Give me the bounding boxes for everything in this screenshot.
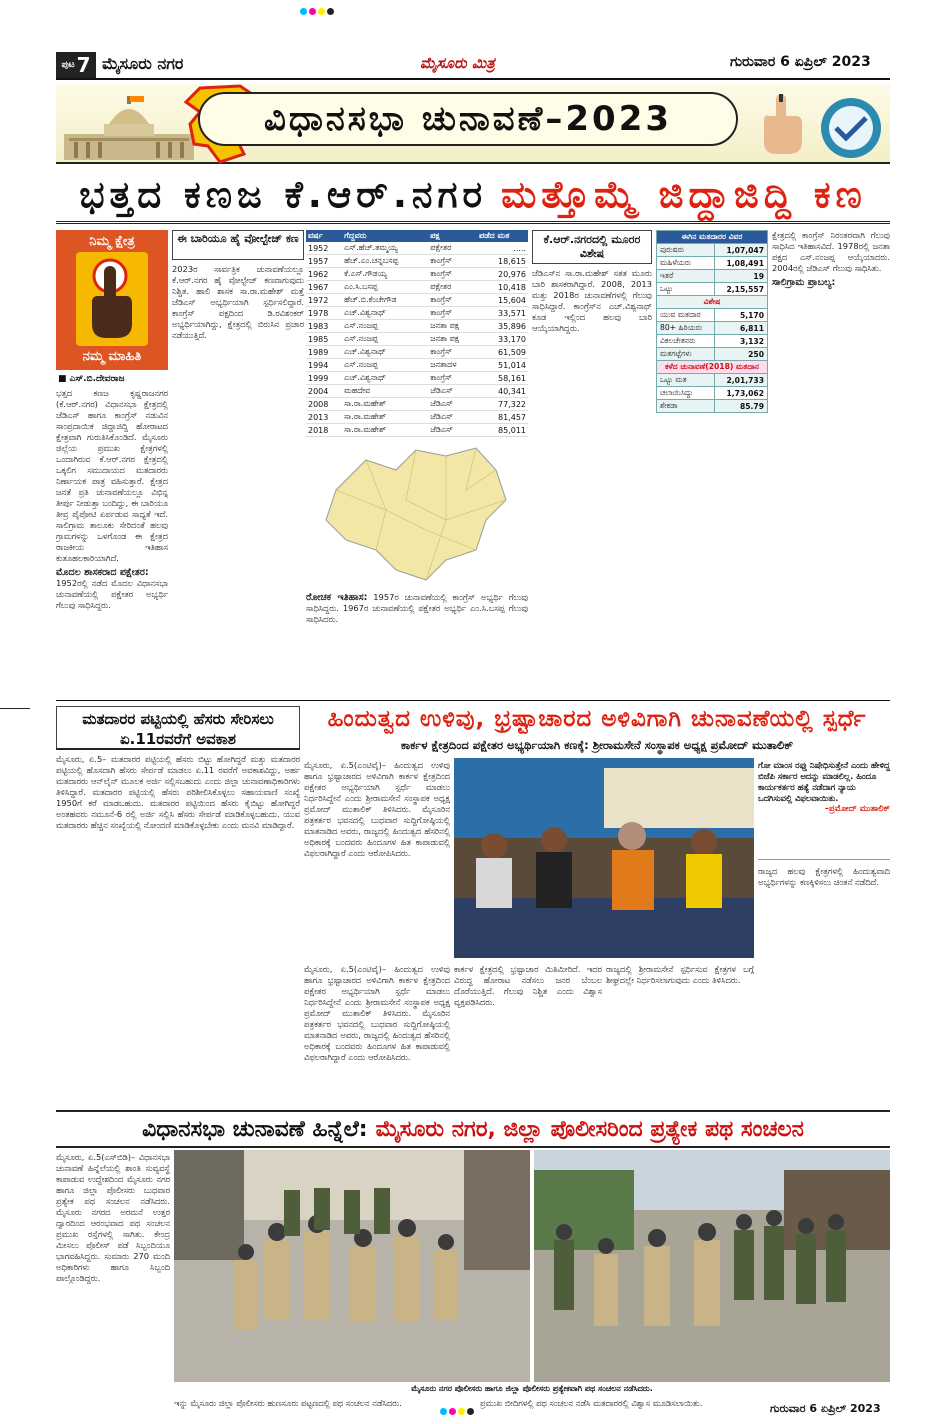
stats-subtitle-label: ವಿಶೇಷ — [657, 296, 768, 309]
stats-label: 80+ ಹಿರಿಯರು — [657, 322, 715, 335]
lead-col1-subhead: ಮೊದಲ ಶಾಸಕರಾದ ಪಕ್ಷೇತರ: — [56, 567, 149, 578]
police-march-article: ಮೈಸೂರು, ಏ.5(ಎಸ್‌ಬಿಡಿ)– ವಿಧಾನಸಭಾ ಚುನಾವಣೆ ಹಿನ್ನೆಲೆಯಲ್ಲಿ ಶಾಂತಿ ಸುವ್ಯವಸ್ಥೆ ಕಾಪಾಡುವ ಉದ್ದೇಶದಿಂದ ಮೈಸೂರು ನಗರ ಹಾಗೂ ಜಿಲ್ಲಾ ಪೊಲೀಸರು ಬುಧವಾರ ಪ್ರತ್ಯೇಕ ಪಥ ಸಂಚಲನ ನಡೆಸಿದರು. ಮೈಸೂರು ನಗರದ ಅರಮನೆ ಉತ್ತರ ದ್ವಾರದಿಂದ ಆರಂಭವಾದ ಪಥ ಸಂಚಲನ ಪ್ರಮುಖ ರಸ್ತೆಗಳಲ್ಲಿ ಸಾಗಿತು. ಕೇಂದ್ರ ಮೀಸಲು ಪೊಲೀಸ್ ಪಡೆ ಸಿಬ್ಬಂದಿಯೂ ಭಾಗವಹಿಸಿದ್ದರು. ಸುಮಾರು 270 ಮಂದಿ ಅಧಿಕಾರಿಗಳು ಹಾಗೂ ಸಿಬ್ಬಂದಿ ಪಾಲ್ಗೊಂಡಿದ್ದರು. — [56, 1152, 170, 1283]
quote-text: ಗೋ ಮಾಂಸ ರಫ್ತು ನಿಷೇಧಿಸುತ್ತೇನೆ ಎಂದು ಹೇಳಿದ್ದ ಬಿಜೆಪಿ ಸರ್ಕಾರ ಅದನ್ನು ಮಾಡಲಿಲ್ಲ. ಹಿಂದೂ ಕಾರ್ಯಕರ್ತರ ಹತ್ಯೆ ನಡೆದಾಗ ನ್ಯಾಯ ಒದಗಿಸುವಲ್ಲಿ ವಿಫಲವಾಯಿತು. — [758, 760, 890, 803]
lead-headline-part1: ಭತ್ತದ ಕಣಜ ಕೆ.ಆರ್.ನಗರ — [79, 172, 488, 216]
lead-article-column-1 — [56, 388, 168, 678]
result-party: ಕಾಂಗ್ರೆಸ್ — [428, 307, 477, 320]
lead-article-column-2: 2023ರ ಸಾರ್ವತ್ರಿಕ ಚುನಾವಣೆಯಲ್ಲೂ ಕೆ.ಆರ್.ನಗರ ಹೈ ವೋಲ್ಟೇಜ್ ಕಣವಾಗುವುದು ನಿಶ್ಚಿತ. ಹಾಲಿ ಶಾಸಕ ಸಾ.ರಾ.ಮಹೇಶ್ ಮತ್ತೆ ಜೆಡಿಎಸ್ ಅಭ್ಯರ್ಥಿಯಾಗಿ ಸ್ಪರ್ಧಿಸಲಿದ್ದಾರೆ. ಕಾಂಗ್ರೆಸ್ ಪಕ್ಷದಿಂದ ಡಿ.ರವಿಶಂಕರ್ ಅಭ್ಯರ್ಥಿಯಾಗಿದ್ದು, ಕ್ಷೇತ್ರದಲ್ಲಿ ಬಿರುಸಿನ ಪ್ರಚಾರ ನಡೆಯುತ್ತಿದೆ. — [172, 264, 304, 340]
district-police-march-photo — [534, 1150, 890, 1382]
stats-value: 250 — [715, 348, 768, 361]
stats-subtitle — [657, 296, 768, 309]
results-row — [306, 398, 528, 411]
result-year: 2013 — [306, 411, 342, 424]
stats-row — [657, 400, 768, 413]
stats-label: ಮಹಿಳೆಯರು — [657, 257, 715, 270]
voting-finger-icon — [752, 90, 812, 156]
stats-row — [657, 309, 768, 322]
stats-row — [657, 322, 768, 335]
banner-title: ವಿಧಾನಸಭಾ ಚುನಾವಣೆ–2023 — [198, 92, 738, 146]
lead-col1-text2: 1952ರಲ್ಲಿ ನಡೆದ ಮೊದಲ ವಿಧಾನಸಭಾ ಚುನಾವಣೆಯಲ್ಲಿ ಪಕ್ಷೇತರ ಅಭ್ಯರ್ಥಿ ಗೆಲುವು ಸಾಧಿಸಿದ್ದರು. — [56, 578, 168, 610]
constituency-map — [306, 430, 528, 590]
result-votes: 33,571 — [477, 307, 528, 320]
col-header-year: ವರ್ಷ — [306, 230, 342, 242]
result-year: 1972 — [306, 294, 342, 307]
stats-row — [657, 270, 768, 283]
badge-bottom-label: ನಮ್ಮ ಮಾಹಿತಿ — [82, 349, 142, 364]
result-votes: 10,418 — [477, 281, 528, 294]
quote-box — [758, 760, 890, 860]
result-year: 1983 — [306, 320, 342, 333]
kr-nagar-special-title: ಕೆ.ಆರ್.ನಗರದಲ್ಲಿ ಮೂರರ ವಿಶೇಷ — [532, 230, 652, 264]
result-party: ಕಾಂಗ್ರೆಸ್ — [428, 268, 477, 281]
results-row — [306, 281, 528, 294]
police-headline-part2: ಮೈಸೂರು ನಗರ, ಜಿಲ್ಲಾ ಪೊಲೀಸರಿಂದ ಪ್ರತ್ಯೇಕ ಪಥ ಸಂಚಲನ — [375, 1116, 804, 1142]
col-header-party: ಪಕ್ಷ — [428, 230, 477, 242]
result-party: ಜನತಾ ಪಕ್ಷ — [428, 320, 477, 333]
result-winner: ಎಸ್.ನಂಜಪ್ಪ — [342, 333, 428, 346]
stats-label: ಮತಗಟ್ಟೆಗಳು — [657, 348, 715, 361]
results-row — [306, 372, 528, 385]
police-headline-part1: ವಿಧಾನಸಭಾ ಚುನಾವಣೆ ಹಿನ್ನೆಲೆ: — [142, 1116, 368, 1142]
result-party: ಜೆಡಿಎಸ್ — [428, 411, 477, 424]
stats-value: 1,73,062 — [715, 387, 768, 400]
section-divider — [56, 700, 890, 701]
stats-value: 85.79 — [715, 400, 768, 413]
stats-value: 2,01,733 — [715, 374, 768, 387]
stats-row — [657, 387, 768, 400]
result-winner: ಸಾ.ರಾ.ಮಹೇಶ್ — [342, 424, 428, 437]
lead-col1-text: ಭತ್ತದ ಕಣಜ ಕೃಷ್ಣರಾಜನಗರ (ಕೆ.ಆರ್.ನಗರ) ವಿಧಾನಸಭಾ ಕ್ಷೇತ್ರದಲ್ಲಿ ಜೆಡಿಎಸ್ ಹಾಗೂ ಕಾಂಗ್ರೆಸ್ ನಡುವಿನ ಸಾಂಪ್ರದಾಯಿಕ ಜಿದ್ದಾಜಿದ್ದಿ ಹೋರಾಟದ ಕ್ಷೇತ್ರವಾಗಿ ಗುರುತಿಸಿಕೊಂಡಿದೆ. ಮೈಸೂರು ಜಿಲ್ಲೆಯ ಪ್ರಮುಖ ಕ್ಷೇತ್ರಗಳಲ್ಲಿ ಒಂದಾಗಿರುವ ಕೆ.ಆರ್.ನಗರ ಕ್ಷೇತ್ರದಲ್ಲಿ ಒಕ್ಕಲಿಗ ಸಮುದಾಯದ ಮತದಾರರು ನಿರ್ಣಾಯಕ ಪಾತ್ರ ವಹಿಸುತ್ತಾರೆ. ಕ್ಷೇತ್ರದ ಜನತೆ ಪ್ರತಿ ಚುನಾವಣೆಯಲ್ಲೂ ವಿಭಿನ್ನ ತೀರ್ಪು ನೀಡುತ್ತಾ ಬಂದಿದ್ದು, ಈ ಬಾರಿಯೂ ತೀವ್ರ ಪೈಪೋಟಿ ಏರ್ಪಡುವ ಸಾಧ್ಯತೆ ಇದೆ. ಸಾಲಿಗ್ರಾಮ ತಾಲೂಕು ಸೇರಿದಂತೆ ಹಲವು ಗ್ರಾಮಗಳನ್ನು ಒಳಗೊಂಡ ಈ ಕ್ಷೇತ್ರದ ರಾಜಕೀಯ ಇತಿಹಾಸ ಕುತೂಹಲಕಾರಿಯಾಗಿದೆ. — [56, 388, 168, 563]
result-winner: ಎಸ್.ನಂಜಪ್ಪ — [342, 359, 428, 372]
stats-label: ಚಲಾಯಿಸಿದ್ದು — [657, 387, 715, 400]
result-party: ಪಕ್ಷೇತರ — [428, 281, 477, 294]
muthalik-article-col-d: ರಾಜ್ಯದ ಹಲವು ಕ್ಷೇತ್ರಗಳಲ್ಲಿ ಹಿಂದುತ್ವವಾದಿ ಅಭ್ಯರ್ಥಿಗಳನ್ನು ಕಣಕ್ಕಿಳಿಸಲು ಚಿಂತನೆ ನಡೆದಿದೆ. — [758, 866, 890, 887]
stats-label: ಯುವ ಮತದಾರ — [657, 309, 715, 322]
col-header-winner: ಗೆದ್ದವರು — [342, 230, 428, 242]
stats-value: 1,07,047 — [715, 244, 768, 257]
result-winner: ಹೆಚ್.ಬಿ.ಕೆಂಚೇಗೌಡ — [342, 294, 428, 307]
police-bottom-text-1: ಇನ್ನು ಮೈಸೂರು ಜಿಲ್ಲಾ ಪೊಲೀಸರು ಹುಣಸೂರು ಪಟ್ಟಣದಲ್ಲಿ ಪಥ ಸಂಚಲನ ನಡೆಸಿದರು. — [174, 1398, 402, 1408]
voter-stats-table — [656, 230, 768, 413]
police-bottom-text-2: ಪ್ರಮುಖ ಬೀದಿಗಳಲ್ಲಿ ಪಥ ಸಂಚಲನ ನಡೆಸಿ ಮತದಾರರಲ್ಲಿ ವಿಶ್ವಾಸ ಮೂಡಿಸಲಾಯಿತು. — [480, 1398, 703, 1408]
stats-label: ಪುರುಷರು — [657, 244, 715, 257]
stats-value: 19 — [715, 270, 768, 283]
results-row — [306, 333, 528, 346]
voter-list-article: ಮೈಸೂರು, ಏ.5– ಮತದಾರರ ಪಟ್ಟಿಯಲ್ಲಿ ಹೆಸರು ಬಿಟ್ಟು ಹೋಗಿದ್ದರೆ ಮತ್ತು ಮತದಾರರ ಪಟ್ಟಿಯಲ್ಲಿ ಹೊಸದಾಗಿ ಹೆಸರು ಸೇರ್ಪಡೆ ಮಾಡಲು ಏ.11 ರವರೆಗೆ ಅವಕಾಶವಿದ್ದು, ಅರ್ಹ ಮತದಾರರು ಆನ್‌ಲೈನ್ ಮೂಲಕ ಅರ್ಜಿ ಸಲ್ಲಿಸಬಹುದು ಎಂದು ಜಿಲ್ಲಾ ಚುನಾವಣಾಧಿಕಾರಿಗಳು ತಿಳಿಸಿದ್ದಾರೆ. ಮತದಾರರ ಪಟ್ಟಿಯಲ್ಲಿ ಹೆಸರು ಪರಿಶೀಲಿಸಿಕೊಳ್ಳಲು ಸಹಾಯವಾಣಿ ಸಂಖ್ಯೆ 1950ಗೆ ಕರೆ ಮಾಡಬಹುದು. ಮತದಾರರ ಪಟ್ಟಿಯಿಂದ ಹೆಸರು ಕೈಬಿಟ್ಟು ಹೋಗಿದ್ದರೆ ಅಂತಹವರು ನಮೂನೆ-6 ರಲ್ಲಿ ಅರ್ಜಿ ಸಲ್ಲಿಸಿ ಹೆಸರು ಸೇರ್ಪಡೆ ಮಾಡಿಕೊಳ್ಳಬಹುದು. ಯುವ ಮತದಾರರು ಹೆಚ್ಚಿನ ಸಂಖ್ಯೆಯಲ್ಲಿ ನೋಂದಣಿ ಮಾಡಿಕೊಳ್ಳಬೇಕು ಎಂದು ಮನವಿ ಮಾಡಿದ್ದಾರೆ. — [56, 754, 300, 830]
stats-title-label: ಈಗಿನ ಮತದಾರರ ವಿವರ — [657, 231, 768, 244]
result-year: 1957 — [306, 255, 342, 268]
footer-date: ಗುರುವಾರ 6 ಏಪ್ರಿಲ್ 2023 — [770, 1402, 881, 1415]
result-votes: 35,896 — [477, 320, 528, 333]
result-votes: 40,341 — [477, 385, 528, 398]
col-header-votes: ಪಡೆದ ಮತ — [477, 230, 528, 242]
results-row — [306, 255, 528, 268]
crop-mark — [0, 708, 30, 709]
lead-headline-part2: ಮತ್ತೊಮ್ಮೆ ಜಿದ್ದಾಜಿದ್ದಿ ಕಣ — [501, 172, 867, 216]
result-party: ಜನತಾದಳ — [428, 359, 477, 372]
result-winner: ಎಚ್.ವಿಶ್ವನಾಥ್ — [342, 307, 428, 320]
stats-subtitle-2018-label: ಕಳೆದ ಚುನಾವಣೆ(2018) ಮತದಾನ — [657, 361, 768, 374]
registration-marks-top — [300, 8, 334, 15]
muthalik-article-col-b: ಕಾರ್ಕಳ ಕ್ಷೇತ್ರದಲ್ಲಿ ಭ್ರಷ್ಟಾಚಾರ ಮಿತಿಮೀರಿದೆ. ಇದರ ವಿರುದ್ಧ ಹೋರಾಟ ನಡೆಸಲು ಜನರ ಬೆಂಬಲ ದೊರೆಯುತ್ತಿದೆ. ಗೆಲುವು ನಿಶ್ಚಿತ ಎಂದು ವಿಶ್ವಾಸ ವ್ಯಕ್ತಪಡಿಸಿದರು. — [454, 964, 602, 1007]
quote-attribution: –ಪ್ರಮೋದ್ ಮುತಾಲಿಕ್ — [824, 804, 890, 814]
muthalik-article-col-c: ರಾಜ್ಯದಲ್ಲಿ ಶ್ರೀರಾಮಸೇನೆ ಸ್ಪರ್ಧಿಸುವ ಕ್ಷೇತ್ರಗಳ ಬಗ್ಗೆ ಶೀಘ್ರದಲ್ಲೇ ನಿರ್ಧರಿಸಲಾಗುವುದು ಎಂದು ತಿಳಿಸಿದರು. — [606, 964, 754, 985]
result-year: 1999 — [306, 372, 342, 385]
result-year: 2008 — [306, 398, 342, 411]
stats-label: ಇತರೆ — [657, 270, 715, 283]
result-party: ಕಾಂಗ್ರೆಸ್ — [428, 346, 477, 359]
stats-value: 2,15,557 — [715, 283, 768, 296]
evm-ballot-icon — [818, 96, 884, 160]
stats-value: 5,170 — [715, 309, 768, 322]
muthalik-article-col-a2: ಮೈಸೂರು, ಏ.5(ಎಂಟಿವೈ)– ಹಿಂದುತ್ವದ ಉಳಿವು ಹಾಗೂ ಭ್ರಷ್ಟಾಚಾರದ ಅಳಿವಿಗಾಗಿ ಕಾರ್ಕಳ ಕ್ಷೇತ್ರದಿಂದ ಪಕ್ಷೇತರ ಅಭ್ಯರ್ಥಿಯಾಗಿ ಸ್ಪರ್ಧೆ ಮಾಡಲು ನಿರ್ಧರಿಸಿದ್ದೇನೆ ಎಂದು ಶ್ರೀರಾಮಸೇನೆ ಸಂಸ್ಥಾಪಕ ಅಧ್ಯಕ್ಷ ಪ್ರಮೋದ್ ಮುತಾಲಿಕ್ ತಿಳಿಸಿದರು. ಮೈಸೂರಿನ ಪತ್ರಕರ್ತರ ಭವನದಲ್ಲಿ ಬುಧವಾರ ಸುದ್ದಿಗೋಷ್ಠಿಯಲ್ಲಿ ಮಾತನಾಡಿದ ಅವರು, ರಾಜ್ಯದಲ್ಲಿ ಹಿಂದುತ್ವದ ಹೆಸರಿನಲ್ಲಿ ಅಧಿಕಾರಕ್ಕೆ ಬಂದವರು ಹಿಂದೂಗಳ ಹಿತ ಕಾಪಾಡುವಲ್ಲಿ ವಿಫಲರಾಗಿದ್ದಾರೆ ಎಂದು ಆರೋಪಿಸಿದರು. — [304, 964, 450, 1062]
results-row — [306, 242, 528, 255]
result-winner: ಎಸ್.ನಂಜಪ್ಪ — [342, 320, 428, 333]
lead-article-column-3: ಜೆಡಿಎಸ್‌ನ ಸಾ.ರಾ.ಮಹೇಶ್ ಸತತ ಮೂರು ಬಾರಿ ಶಾಸಕರಾಗಿದ್ದಾರೆ. 2008, 2013 ಮತ್ತು 2018ರ ಚುನಾವಣೆಗಳಲ್ಲಿ ಗೆಲುವು ಸಾಧಿಸಿದ್ದಾರೆ. ಕಾಂಗ್ರೆಸ್‌ನ ಎಚ್.ವಿಶ್ವನಾಥ್ ಕೂಡ ಇಲ್ಲಿಂದ ಹಲವು ಬಾರಿ ಆಯ್ಕೆಯಾಗಿದ್ದರು. — [532, 268, 652, 333]
result-winner: ಮಹದೇವ — [342, 385, 428, 398]
result-winner: ಸಾ.ರಾ.ಮಹೇಶ್ — [342, 411, 428, 424]
stats-row — [657, 283, 768, 296]
result-winner: ಕೆ.ಎಸ್.ಗೌಡಯ್ಯ — [342, 268, 428, 281]
page-number: 7 — [76, 53, 91, 77]
result-votes: 18,615 — [477, 255, 528, 268]
stats-row — [657, 374, 768, 387]
result-party: ಜನತಾ ಪಕ್ಷ — [428, 333, 477, 346]
result-votes: 61,509 — [477, 346, 528, 359]
result-year: 1962 — [306, 268, 342, 281]
result-votes: 77,322 — [477, 398, 528, 411]
election-results-table — [306, 230, 528, 437]
vidhana-soudha-icon — [64, 94, 194, 160]
result-votes: 81,457 — [477, 411, 528, 424]
stats-label: ಒಟ್ಟು ಮತ — [657, 374, 715, 387]
stats-label: ಒಟ್ಟು — [657, 283, 715, 296]
results-row — [306, 268, 528, 281]
result-party: ಕಾಂಗ್ರೆಸ್ — [428, 372, 477, 385]
result-votes: 51,014 — [477, 359, 528, 372]
stats-label: ಶೇಕಡಾ — [657, 400, 715, 413]
muthalik-article-col-a: ಮೈಸೂರು, ಏ.5(ಎಂಟಿವೈ)– ಹಿಂದುತ್ವದ ಉಳಿವು ಹಾಗೂ ಭ್ರಷ್ಟಾಚಾರದ ಅಳಿವಿಗಾಗಿ ಕಾರ್ಕಳ ಕ್ಷೇತ್ರದಿಂದ ಪಕ್ಷೇತರ ಅಭ್ಯರ್ಥಿಯಾಗಿ ಸ್ಪರ್ಧೆ ಮಾಡಲು ನಿರ್ಧರಿಸಿದ್ದೇನೆ ಎಂದು ಶ್ರೀರಾಮಸೇನೆ ಸಂಸ್ಥಾಪಕ ಅಧ್ಯಕ್ಷ ಪ್ರಮೋದ್ ಮುತಾಲಿಕ್ ತಿಳಿಸಿದರು. ಮೈಸೂರಿನ ಪತ್ರಕರ್ತರ ಭವನದಲ್ಲಿ ಬುಧವಾರ ಸುದ್ದಿಗೋಷ್ಠಿಯಲ್ಲಿ ಮಾತನಾಡಿದ ಅವರು, ರಾಜ್ಯದಲ್ಲಿ ಹಿಂದುತ್ವದ ಹೆಸರಿನಲ್ಲಿ ಅಧಿಕಾರಕ್ಕೆ ಬಂದವರು ಹಿಂದೂಗಳ ಹಿತ ಕಾಪಾಡುವಲ್ಲಿ ವಿಫಲರಾಗಿದ್ದಾರೆ ಎಂದು ಆರೋಪಿಸಿದರು. — [304, 760, 450, 858]
results-row — [306, 385, 528, 398]
result-party: ಕಾಂಗ್ರೆಸ್ — [428, 255, 477, 268]
map-history-text — [306, 592, 528, 690]
stats-row — [657, 348, 768, 361]
result-year: 1985 — [306, 333, 342, 346]
high-voltage-box-title: ಈ ಬಾರಿಯೂ ಹೈ ವೋಲ್ಟೇಜ್ ಕಣ — [172, 230, 304, 260]
result-winner: ಸಾ.ರಾ.ಮಹೇಶ್ — [342, 398, 428, 411]
lead-col4-subhead: ಸಾಲಿಗ್ರಾಮ ಪ್ರಾಬಲ್ಯ: — [772, 277, 836, 288]
muthalik-headline: ಹಿಂದುತ್ವದ ಉಳಿವು, ಭ್ರಷ್ಟಾಚಾರದ ಅಳಿವಿಗಾಗಿ ಚುನಾವಣೆಯಲ್ಲಿ ಸ್ಪರ್ಧೆ — [327, 706, 867, 732]
results-header-row — [306, 230, 528, 242]
stats-value: 1,08,491 — [715, 257, 768, 270]
page-number-box — [56, 52, 96, 78]
voter-list-headline: ಮತದಾರರ ಪಟ್ಟಿಯಲ್ಲಿ ಹೆಸರು ಸೇರಿಸಲು ಏ.11ರವರೆಗೆ ಅವಕಾಶ — [56, 706, 300, 750]
section-name: ಮೈಸೂರು ನಗರ — [102, 54, 184, 73]
badge-top-label: ನಿಮ್ಮ ಕ್ಷೇತ್ರ — [89, 234, 135, 249]
result-party: ಜೆಡಿಎಸ್ — [428, 385, 477, 398]
publication-date: ಗುರುವಾರ 6 ಏಪ್ರಿಲ್ 2023 — [730, 54, 871, 70]
stats-subtitle-2018 — [657, 361, 768, 374]
stats-row — [657, 244, 768, 257]
results-row — [306, 346, 528, 359]
police-march-headline — [56, 1110, 890, 1148]
result-votes: 15,604 — [477, 294, 528, 307]
result-winner: ಹೆಚ್.ಎಂ.ಚನ್ನಬಸಪ್ಪ — [342, 255, 428, 268]
result-votes: ..... — [477, 242, 528, 255]
result-votes: 58,161 — [477, 372, 528, 385]
lead-headline — [56, 168, 890, 224]
result-votes: 33,170 — [477, 333, 528, 346]
result-year: 2018 — [306, 424, 342, 437]
results-row — [306, 359, 528, 372]
map-caption-label: ರೋಚಕ ಇತಿಹಾಸ: — [306, 592, 368, 603]
header-rule — [56, 78, 890, 80]
result-year: 1967 — [306, 281, 342, 294]
stats-title — [657, 231, 768, 244]
lead-col4-text: ಕ್ಷೇತ್ರದಲ್ಲಿ ಕಾಂಗ್ರೆಸ್ ನಿರಂತರವಾಗಿ ಗೆಲುವು ಸಾಧಿಸಿದ ಇತಿಹಾಸವಿದೆ. 1978ರಲ್ಲಿ ಜನತಾ ಪಕ್ಷದ ಎಸ್.ನಂಜಪ್ಪ ಆಯ್ಕೆಯಾದರು. 2004ರಲ್ಲಿ ಜೆಡಿಎಸ್ ಗೆಲುವು ಸಾಧಿಸಿತು. — [772, 230, 890, 273]
result-winner: ಎಂ.ಸಿ.ಬಸಪ್ಪ — [342, 281, 428, 294]
masthead-logo: ಮೈಸೂರು ಮಿತ್ರ — [420, 54, 495, 72]
result-party: ಜೆಡಿಎಸ್ — [428, 424, 477, 437]
byline: ■ ಎಸ್.ಬಿ.ದೇವರಾಜ — [58, 374, 125, 384]
map-caption-text: 1957ರ ಚುನಾವಣೆಯಲ್ಲಿ ಕಾಂಗ್ರೆಸ್ ಅಭ್ಯರ್ಥಿ ಗೆಲುವು ಸಾಧಿಸಿದ್ದರು. 1967ರ ಚುನಾವಣೆಯಲ್ಲಿ ಪಕ್ಷೇತರ ಅಭ್ಯರ್ಥಿ ಎಂ.ಸಿ.ಬಸಪ್ಪ ಗೆಲುವು ಸಾಧಿಸಿದರು. — [306, 592, 528, 624]
result-year: 1994 — [306, 359, 342, 372]
result-winner: ಎಸ್.ಹೆಚ್.ತಮ್ಮಯ್ಯ — [342, 242, 428, 255]
result-year: 2004 — [306, 385, 342, 398]
results-row — [306, 411, 528, 424]
result-party: ಕಾಂಗ್ರೆಸ್ — [428, 294, 477, 307]
stats-row — [657, 335, 768, 348]
results-row — [306, 294, 528, 307]
pointing-finger-icon — [76, 252, 148, 346]
page-label: ಪುಟ — [61, 60, 75, 70]
press-meet-photo — [454, 758, 754, 958]
stats-label: ವಿಕಲಚೇತನರು — [657, 335, 715, 348]
result-year: 1978 — [306, 307, 342, 320]
stats-row — [657, 257, 768, 270]
stats-value: 6,811 — [715, 322, 768, 335]
result-votes: 20,976 — [477, 268, 528, 281]
result-votes: 85,011 — [477, 424, 528, 437]
lead-article-column-5 — [772, 230, 890, 690]
result-party: ಪಕ್ಷೇತರ — [428, 242, 477, 255]
result-winner: ಎಚ್.ವಿಶ್ವನಾಥ್ — [342, 346, 428, 359]
registration-marks-bottom — [440, 1408, 474, 1415]
muthalik-subheadline: ಕಾರ್ಕಳ ಕ್ಷೇತ್ರದಿಂದ ಪಕ್ಷೇತರ ಅಭ್ಯರ್ಥಿಯಾಗಿ ಕಣಕ್ಕೆ: ಶ್ರೀರಾಮಸೇನೆ ಸಂಸ್ಥಾಪಕ ಅಧ್ಯಕ್ಷ ಪ್ರಮೋದ್ ಮುತಾಲಿಕ್ — [400, 738, 794, 752]
result-year: 1952 — [306, 242, 342, 255]
results-row — [306, 307, 528, 320]
police-photo-caption: ಮೈಸೂರು ನಗರ ಪೊಲೀಸರು ಹಾಗೂ ಜಿಲ್ಲಾ ಪೊಲೀಸರು ಪ್ರತ್ಯೇಕವಾಗಿ ಪಥ ಸಂಚಲನ ನಡೆಸಿದರು. — [411, 1384, 653, 1393]
result-year: 1989 — [306, 346, 342, 359]
result-party: ಜೆಡಿಎಸ್ — [428, 398, 477, 411]
stats-value: 3,132 — [715, 335, 768, 348]
result-winner: ಎಚ್.ವಿಶ್ವನಾಥ್ — [342, 372, 428, 385]
results-row — [306, 320, 528, 333]
city-police-march-photo — [174, 1150, 530, 1382]
